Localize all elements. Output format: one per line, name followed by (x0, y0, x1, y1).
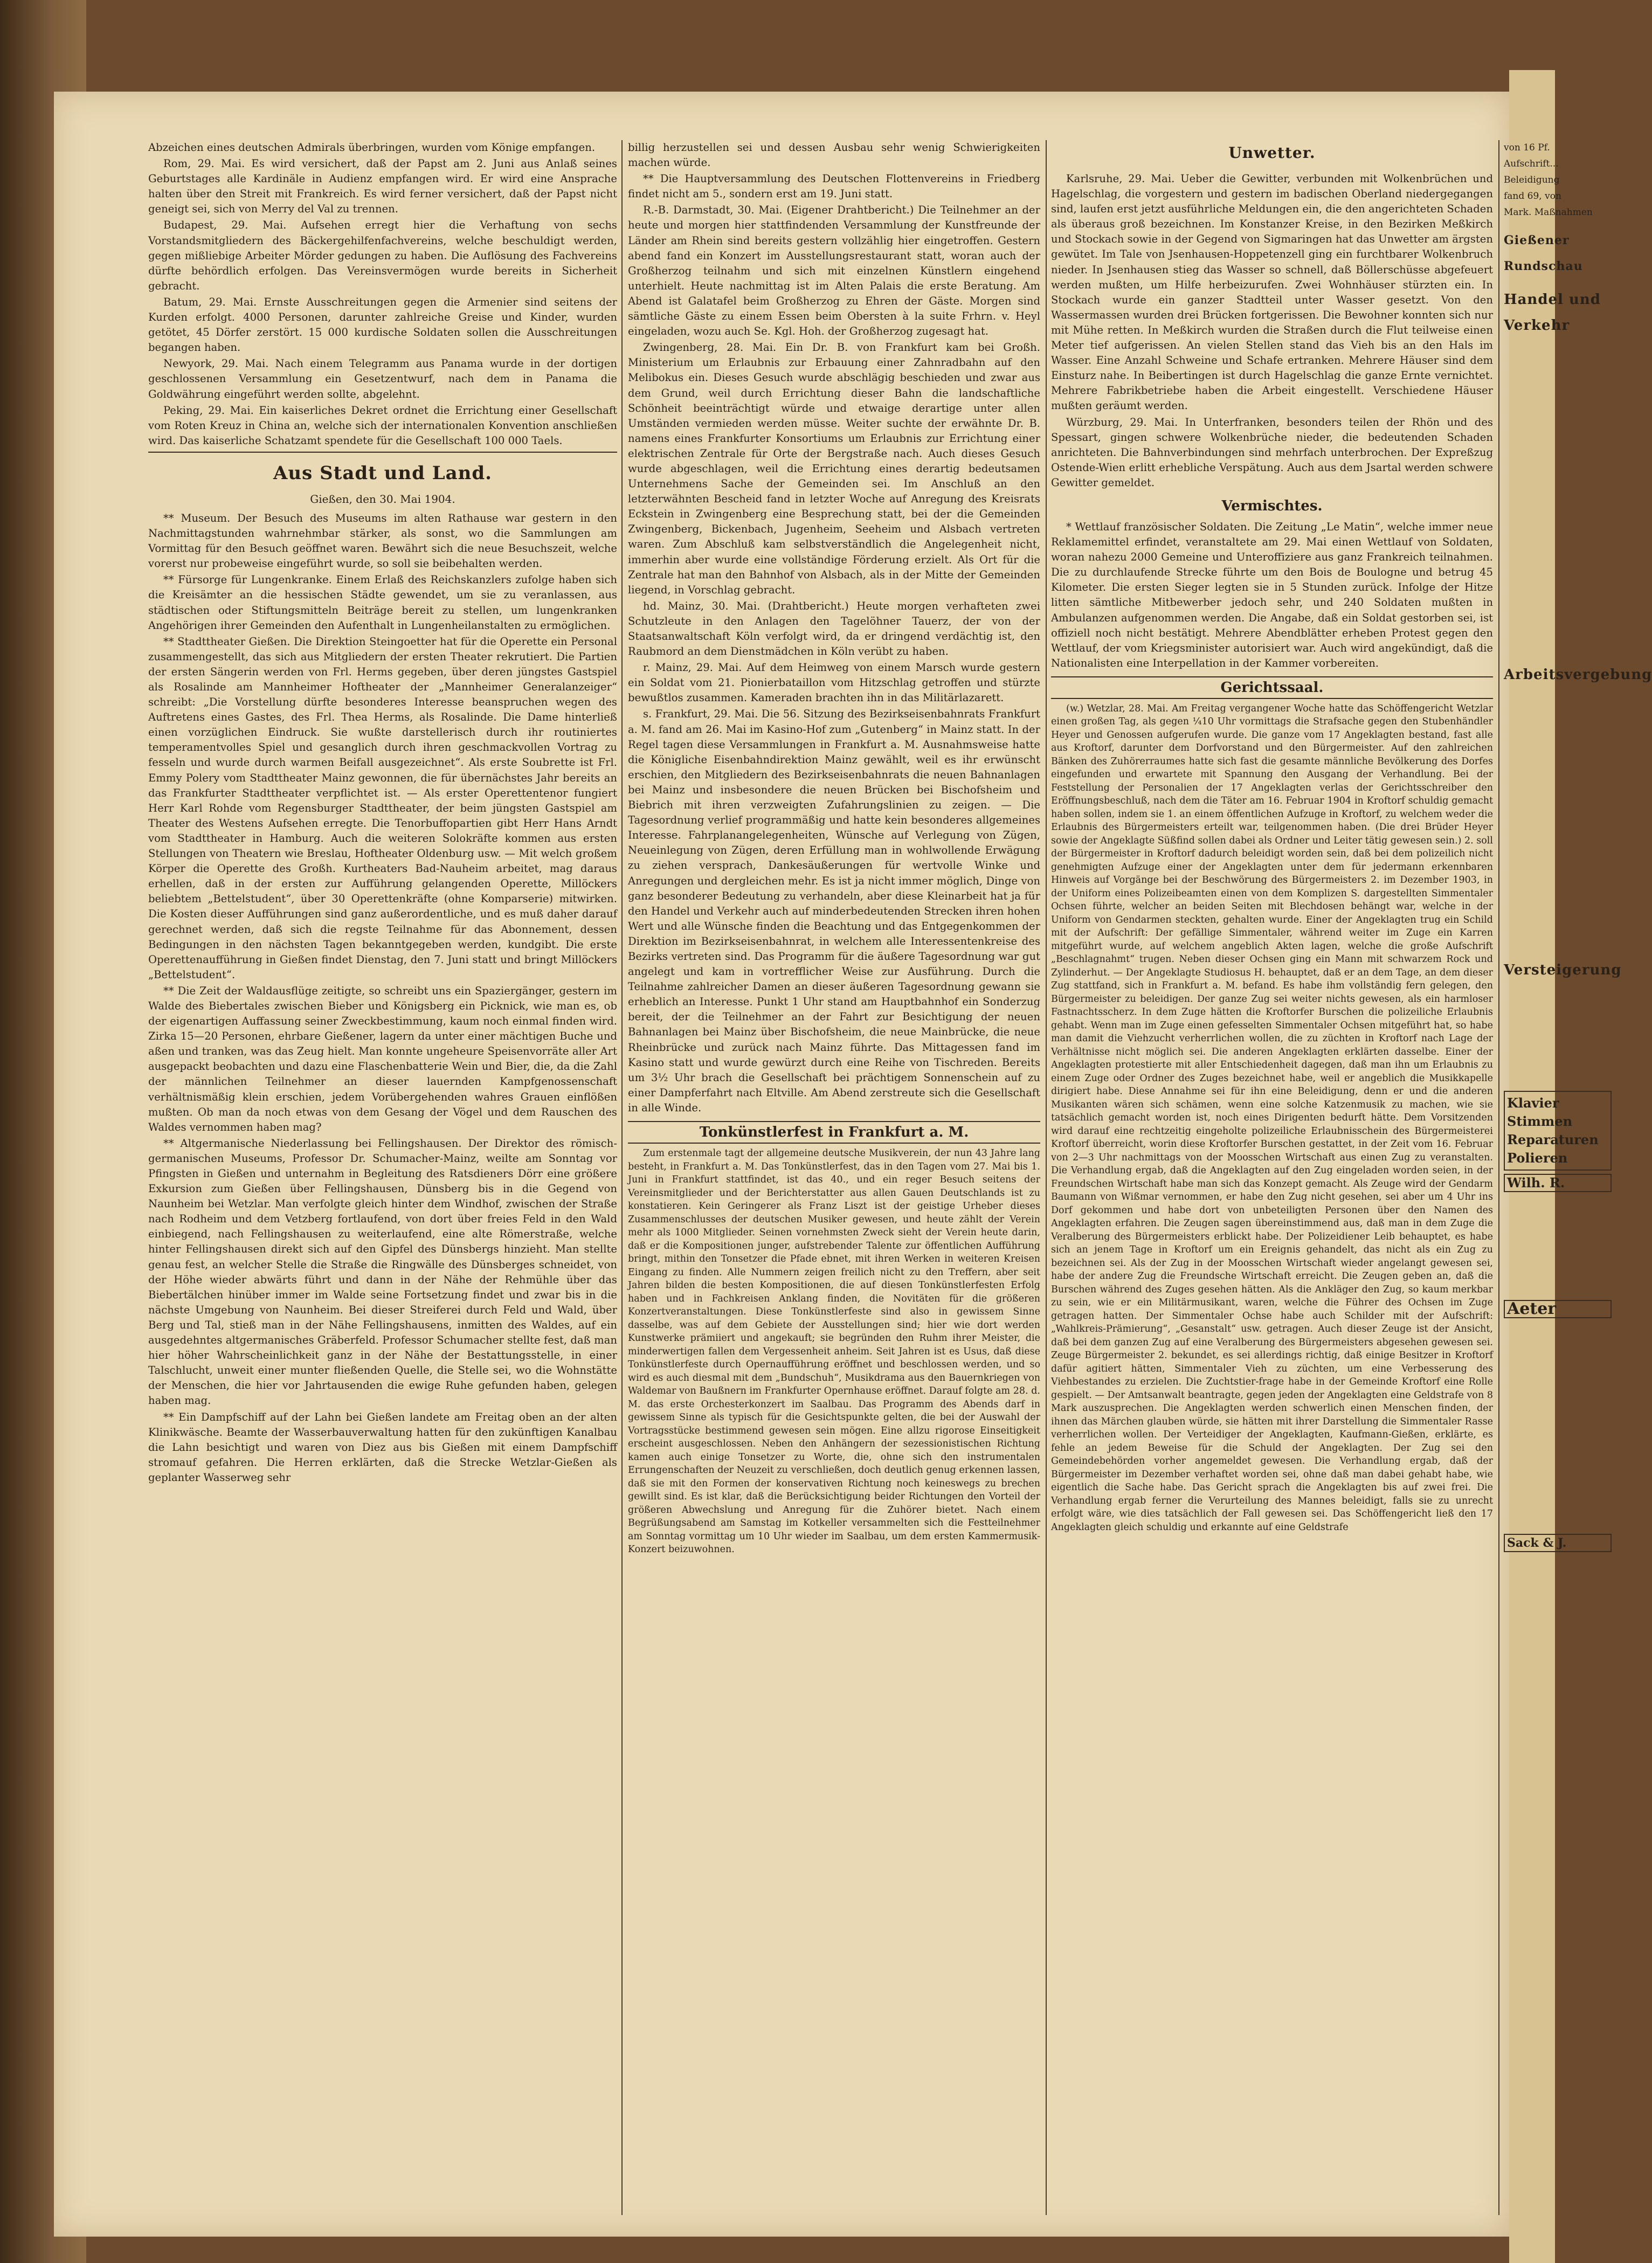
paragraph: * Wettlauf französischer Soldaten. Die Zeitung „Le Matin“, welche immer neue Reklamemittel erfindet, veranstaltete am 29. Mai einen Wettlauf von Soldaten, woran nahezu 2000 Gemeine und Unteroffiziere aus ganz Frankreich teilnahmen. Die zu durchlaufende Strecke führte um den Bois de Boulogne und betrug 45 Kilometer. Die ersten Sieger legten sie in 5 Stunden zurück. Infolge der Hitze litten sämtliche Mitbewerber jedoch sehr, und 240 Soldaten mußten in Ambulanzen aufgenommen werden. Die Angabe, daß ein Soldat gestorben sei, ist offiziell noch nicht bestätigt. Mehrere Abendblätter erheben Protest gegen den Wettlauf, der vom Kriegsminister autorisiert war. Auch wird angekündigt, daß die Nationalisten eine Interpellation in der Kammer vorbereiten. (1051, 520, 1493, 669)
paragraph: Newyork, 29. Mai. Nach einem Telegramm aus Panama wurde in der dortigen geschlossenen Versammlung ein Gesetzentwurf, nach dem in Panama die Goldwährung eingeführt werden sollte, abgelehnt. (148, 357, 617, 400)
advertisement: Aeter (1504, 1300, 1612, 1318)
text-line: Aufschrift... (1504, 158, 1559, 170)
paragraph: Peking, 29. Mai. Ein kaiserliches Dekret ordnet die Errichtung einer Gesellschaft vom Roten Kreuz in China an, welche sich der internationalen Konvention anschließen wird. Das kaiserliche Schatzamt spendete für die Gesellschaft 100 000 Taels. (148, 404, 617, 447)
column-1 (148, 140, 617, 2215)
paragraph: r. Mainz, 29. Mai. Auf dem Heimweg von einem Marsch wurde gestern ein Soldat vom 21. Pionierbataillon vom Hitzschlag getroffen und stürzte bewußtlos zusammen. Kameraden brachten ihn in das Militärlazarett. (628, 661, 1040, 704)
section-heading: Gerichtssaal. (1051, 676, 1493, 699)
paragraph: billig herzustellen sei und dessen Ausbau sehr wenig Schwierigkeiten machen würde. (628, 141, 1040, 169)
advertisement: Klavier Stimmen Reparaturen Polieren (1504, 1091, 1612, 1171)
paragraph: Würzburg, 29. Mai. In Unterfranken, besonders teilen der Rhön und des Spessart, gingen schwere Wolkenbrüche nieder, die bedeutenden Schaden anrichteten. Die Bahnverbindungen sind mehrfach unterbrochen. Der Expreßzug Ostende-Wien erlitt erhebliche Verspätung. Auch aus dem Jsartal werden schwere Gewitter gemeldet. (1051, 416, 1493, 489)
paragraph: ** Die Zeit der Waldausflüge zeitigte, so schreibt uns ein Spaziergänger, gestern im Walde des Biebertales zwischen Bieber und Königsberg ein Picknick, wie man es, ob der eigenartigen Auffassung seiner Zweckbestimmung, kaum noch einmal finden wird. Zirka 15—20 Personen, ehrbare Gießener, lagern da unter einer mächtigen Buche und aßen und tranken, was das Zeug hielt. Man konnte ungeheure Speisenvorräte aller Art ausgepackt beobachten und dazu eine Flaschenbatterie Wein und Bier, die, da die Zahl der männlichen Teilnehmer an dieser lauernden Kampfgenossenschaft verhältnismäßig klein erschien, jedem Vorübergehenden wahres Grauen einflößen mußten. Ob man da noch etwas von dem Gesang der Vögel und dem Rauschen des Waldes vernommen haben mag? (148, 984, 617, 1133)
text-line: von 16 Pf. (1504, 142, 1550, 153)
paragraph: ** Museum. Der Besuch des Museums im alten Rathause war gestern in den Nachmittagstunden wahrnehmbar stärker, als sonst, wo die Sammlungen am Vormittag für den Besuch geöffnet waren. Bewährt sich die neue Besuchszeit, welche vorerst nur probeweise eingeführt wurde, so soll sie beibehalten werden. (148, 511, 617, 570)
paragraph: Zum erstenmale tagt der allgemeine deutsche Musikverein, der nun 43 Jahre lang besteht, in Frankfurt a. M. Das Tonkünstlerfest, das in den Tagen vom 27. Mai bis 1. Juni in Frankfurt stattfindet, ist das 40., und ein reger Besuch seitens der Vereinsmitglieder und der Berichterstatter aus allen Gauen Deutschlands ist zu konstatieren. Kein Geringerer als Franz Liszt ist der geistige Urheber dieses Zusammenschlusses der deutschen Musiker gewesen, und heute zählt der Verein mehr als 1000 Mitglieder. Seinen vornehmsten Zweck sieht der Verein heute darin, daß er die Kompositionen junger, aufstrebender Talente zur öffentlichen Aufführung bringt, mithin den Tonsetzer die Pfade ebnet, mit ihren Werken in weiteren Kreisen Eingang zu finden. Alle Nummern zeigen freilich nicht zu den Treffern, aber seit Jahren bilden die besten Kompositionen, die auf diesen Tonkünstlerfesten Erfolg haben und in Fachkreisen Anklang finden, die Novitäten für die größeren Konzertveranstaltungen. Diese Tonkünstlerfeste sind also in gewissem Sinne dasselbe, was auf dem Gebiete der Ausstellungen sind; hier wie dort werden Kunstwerke prämiiert und angekauft; sie begründen den Ruhm ihrer Meister, die minderwertigen fallen dem Vergessenheit anheim. Seit Jahren ist es Usus, daß diese Tonkünstlerfeste durch Opernaufführung eröffnet und beschlossen werden, und so wird es auch diesmal mit dem „Bundschuh“, Musikdrama aus den Bauernkriegen von Waldemar von Baußnern im Frankfurter Opernhause eröffnet. Darauf folgte am 28. d. M. das erste Orchesterkonzert im Saalbau. Das Programm des Abends darf in gewissem Sinne als typisch für die Gesichtspunkte gelten, die bei der Auswahl der Vortragsstücke bestimmend gewesen sein mögen. Eine allzu rigorose Einseitigkeit erscheint ausgeschlossen. Neben den Anhängern der sezessionistischen Richtung kamen auch einige Tonsetzer zu Worte, die, ohne sich den instrumentalen Errungenschaften der Neuzeit zu verschließen, doch deutlich genug erkennen lassen, daß sie mit den Formen der konservativen Richtung noch keineswegs zu brechen gewillt sind. Es ist klar, daß die Berücksichtigung beider Richtungen den Vorteil der größeren Abwechslung und Anregung für die Zuhörer bietet. Nach einem Begrüßungsabend am Samstag im Kotkeller versammelten sich die Festteilnehmer am Sonntag vormittag um 10 Uhr wieder im Saalbau, um dem ersten Kammermusik-Konzert beizuwohnen. (628, 1148, 1040, 1555)
paragraph: Rom, 29. Mai. Es wird versichert, daß der Papst am 2. Juni aus Anlaß seines Geburtstages alle Kardinäle in Audienz empfangen wird. Er wird eine Ansprache halten über den Streit mit Frankreich. Es wird ferner versichert, daß der Papst nicht geneigt sei, sich von Merry del Val zu trennen. (148, 157, 617, 216)
paragraph: (w.) Wetzlar, 28. Mai. Am Freitag vergangener Woche hatte das Schöffengericht Wetzlar einen großen Tag, als gegen ¼10 Uhr vormittags die Strafsache gegen den Stubenhändler Heyer und Genossen aufgerufen wurde. Die ganze vom 17 Angeklagten bestand, fast alle aus Kroftorf, darunter dem Dorfvorstand und den Bürgermeister. Auf den zahlreichen Bänken des Zuhörerraumes hatte sich fast die gesamte männliche Bevölkerung des Dorfes eingefunden und erwartete mit Spannung den Ausgang der Verhandlung. Bei der Feststellung der Personalien der 17 Angeklagten verlas der Gerichtsschreiber den Eröffnungsbeschluß, nach dem die Täter am 16. Februar 1904 in Kroftorf schuldig gemacht haben sollen, indem sie 1. an einem öffentlichen Aufzuge in Kroftorf, zu welchem weder die Erlaubnis des Bürgermeisters erteilt war, teilgenommen haben. (Die drei Brüder Heyer sowie der Angeklagte Süßfind sollen dabei als Ordner und Leiter tätig gewesen sein.) 2. soll der Bürgermeister in Kroftorf dadurch beleidigt worden sein, daß bei dem polizeilich nicht genehmigten Aufzuge einer der Angeklagten unter dem für jedermann erkennbaren Hinweis auf Vorgänge bei der Beschwörung des Bürgermeisters 2. im Dezember 1903, in der Uniform eines Polizeibeamten einen von dem Komplizen S. dargestellten Simmentaler Ochsen führte, welcher an beiden Seiten mit Blechdosen behängt war, welche in der Uniform von Gendarmen steckten, gehalten wurde. Einer der Angeklagten trug ein Schild mit der Aufschrift: Der gefällige Simmentaler, während weiter im Zuge ein Karren mitgeführt wurde, auf welchem angeblich Akten lagen, welche die große Aufschrift „Beschlagnahmt“ trugen. Neben dieser Ochsen ging ein Mann mit schwarzem Rock und Zylinderhut. — Der Angeklagte Studiosus H. behauptet, daß er an dem Tage, an dem dieser Zug stattfand, sich in Frankfurt a. M. befand. Es habe ihm vollständig fern gelegen, den Bürgermeister zu beleidigen. Der ganze Zug sei weiter nichts gewesen, als ein harmloser Fastnachtsscherz. In dem Zuge hätten die Kroftorfer Burschen die polizeiliche Erlaubnis gehabt. Wenn man im Zuge einen gefesselten Simmentaler Ochsen mitgeführt hat, so habe man damit die Viehzucht verherrlichen wollen, die zu züchten in Kroftorf nach Lage der Verhältnisse nicht möglich sei. Die anderen Angeklagten erklärten dasselbe. Einer der Angeklagten protestierte mit aller Entschiedenheit dagegen, daß man ihn um Erlaubnis zu einem Zuge oder Ordner des Zuges bezeichnet habe, weil er angeblich die Musikkapelle dirigiert habe. Diese Annahme sei für ihn eine Beleidigung, denn er und die anderen Musikanten wären sich schämen, wenn eine solche Katzenmusik zu machen, wie sie tatsächlich gemacht worden ist, noch eines Dirigenten bedurft hätte. Dem Vorsitzenden wird darauf eine rechtzeitig eingeholte polizeiliche Erlaubnisschein des Bürgermeisterei Kroftorf überreicht, worin diese Kroftorfer Burschen gestattet, in der Zeit vom 16. Februar von 2—3 Uhr nachmittags von der Moosschen Wirtschaft aus einen Zug zu veranstalten. Die Verhandlung ergab, daß die Angeklagten auf den Zug eingeladen worden seien, in der Freundschen Wirtschaft habe man sich das Konzept gemacht. Als Zeuge wird der Gendarm Baumann von Wißmar vernommen, er habe den Zug nicht gesehen, sei aber um 4 Uhr ins Dorf gekommen und habe dort von unbeteiligten Personen über den Namen des Angeklagten erfahren. Die Zeugen sagen übereinstimmend aus, daß man in dem Zuge die Veralberung des Bürgermeisters erblickt habe. Der Polizeidiener Leib behauptet, es habe sich an jenem Tage in Kroftorf um ein Ereignis gehandelt, das nicht als ein Zug zu bezeichnen sei. Als der Zug in der Moosschen Wirtschaft wieder angelangt gewesen sei, habe der andere Zug die Freundsche Wirtschaft erreicht. Die Zeugen geben an, daß die Burschen während des Zuges gesehen hätten. Als die Ankläger den Zug, so kaum merkbar zu sein, wie er ein Militärmusikant, waren, welche die Führer des Ochsen im Zuge getragen hatten. Der Simmentaler Ochse habe auch Schilder mit der Aufschrift: „Wahlkreis-Prämierung“, „Gesanstalt“ usw. getragen. Auch dieser Zeuge ist der Ansicht, daß bei dem ganzen Zug auf eine Veralberung des Bürgermeisters abgesehen gewesen sei. Zeuge Bürgermeister 2. bekundet, es sei allerdings richtig, daß einige Besitzer in Kroftorf dafür agitiert hätten, Simmentaler Vieh zu züchten, um eine Verbesserung des Viehbestandes zu erzielen. Die Zuchtstier-frage habe in der Gemeinde Kroftorf eine Rolle gespielt. — Der Amtsanwalt beantragte, gegen jeden der Angeklagten eine Geldstrafe von 8 Mark auszusprechen. Die Angeklagten werden schwerlich einen Menschen finden, der ihnen das Märchen glauben würde, sie hätten mit ihrer Darstellung die Simmentaler Rasse verherrlichen wollen. Der Verteidiger der Angeklagten, Kaufmann-Gießen, erklärte, es fehle an jedem Beweise für die Schuld der Angeklagten. Der Zug sei den Gemeindebehörden vorher angemeldet gewesen. Die Verhandlung ergab, daß der Bürgermeister im Dezember verhaftet worden sei, ohne daß man dabei gehabt habe, wie eigentlich die Sache habe. Das Gericht sprach die Angeklagten bis auf zwei frei. Die Verhandlung ergab ferner die Verurteilung des Mannes beleidigt, falls sie zu unrecht erfolgt wäre, wie dies tatsächlich der Fall gewesen sei. Das Schöffengericht ließ den 17 Angeklagten gleich schuldig und erkannte auf eine Geldstrafe (1051, 703, 1493, 1533)
column-rule (1498, 140, 1499, 2215)
paragraph: hd. Mainz, 30. Mai. (Drahtbericht.) Heute morgen verhafteten zwei Schutzleute in den Anlagen den Tagelöhner Tauerz, der von der Staatsanwaltschaft Köln verfolgt wird, da er dringend verdächtig ist, den Raubmord an dem Dienstmädchen in Köln verübt zu haben. (628, 599, 1040, 658)
text-line: fand 69, von (1504, 191, 1561, 202)
text-line: Mark. Maßnahmen (1504, 207, 1593, 218)
section-heading: Handel und Verkehr (1504, 292, 1601, 334)
advertisement: Wilh. R. (1504, 1174, 1612, 1192)
section-heading: Aus Stadt und Land. (273, 462, 492, 484)
paragraph: ** Die Hauptversammlung des Deutschen Flottenvereins in Friedberg findet nicht am 5., sondern erst am 19. Juni statt. (628, 172, 1040, 200)
column-4-cropped (1504, 140, 1652, 2215)
section-heading: Tonkünstlerfest in Frankfurt a. M. (628, 1121, 1040, 1144)
paragraph: ** Altgermanische Niederlassung bei Fellingshausen. Der Direktor des römisch-germanischen Museums, Professor Dr. Schumacher-Mainz, weilte am Sonntag vor Pfingsten in Gießen und unternahm in Begleitung des Ratsdieners Dörr eine größere Exkursion zum Gießen über Fellingshausen, Dünsberg bis in die Gegend von Naunheim bei Wetzlar. Man verfolgte gleich hinter dem Windhof, zwischen der Straße nach Rodheim und dem Vetzberg fortlaufend, von dort über freies Feld in den Wald einbiegend, nach Fellingshausen zu weiterlaufend, eine alte Römerstraße, welche hinter Fellingshausen direkt sich auf den Gipfel des Dünsbergs hinzieht. Man stellte genau fest, an welcher Stelle die Straße die Ringwälle des Dünsberges schneidet, von der Höhe wieder abwärts führt und dann in der Nähe der Rehmühle über das Biebertälchen hinüber immer im Walde seine Fortsetzung findet und zwar bis in die nächste Umgebung von Naunheim. Bei dieser Streiferei durch Feld und Wald, über Berg und Tal, stieß man in der Nähe Fellingshausens, inmitten des Waldes, auf ein ausgedehntes altgermanisches Gräberfeld. Professor Schumacher stellte fest, daß man hier höher Wahrscheinlichkeit ganz in der Nähe der Bestattungsstelle, in einer Talschlucht, unweit einer munter fließenden Quelle, die Stelle sei, wo die Wohnstätte der Menschen, die hier vor Jahrtausenden die ewige Ruhe gefunden haben, gelegen haben mag. (148, 1137, 617, 1407)
paragraph: Karlsruhe, 29. Mai. Ueber die Gewitter, verbunden mit Wolkenbrüchen und Hagelschlag, die vorgestern und gestern im badischen Oberland niedergegangen sind, laufen erst jetzt ausführliche Meldungen ein, die den angerichteten Schaden als überaus groß bezeichnen. Im Konstanzer Kreise, in den Bezirken Meßkirch und Stockach sowie in der Gegend von Sigmaringen hat das Unwetter am ärgsten gewütet. Im Tale von Jsenhausen-Hoppetenzell ging ein furchtbarer Wolkenbruch nieder. In Jsenhausen stieg das Wasser so schnell, daß Böllerschüsse abgefeuert werden mußten, um Hilfe herbeizurufen. Zwei Wohnhäuser stürzten ein. In Stockach wurde ein ganzer Stadtteil unter Wasser gesetzt. Von den Wassermassen wurden drei Brücken fortgerissen. Die Bewohner konnten sich nur mit Mühe retten. In Meßkirch wurden die Straßen durch die Flut teilweise einen Meter tief aufgerissen. An vielen Stellen stand das Vieh bis an den Hals im Wasser. Eine Anzahl Schweine und Schafe ertranken. Mehrere Häuser sind dem Einsturz nahe. In Beibertingen ist durch Hagelschlag die ganze Ernte vernichtet. Mehrere Fabrikbetriebe haben die Arbeit eingestellt. Verschiedene Häuser mußten geräumt werden. (1051, 172, 1493, 412)
section-heading: Arbeitsvergebung (1504, 667, 1652, 683)
column-3 (1051, 140, 1493, 2215)
paragraph: Budapest, 29. Mai. Aufsehen erregt hier die Verhaftung von sechs Vorstandsmitgliedern des Bäckergehilfenfachvereins, welche beschuldigt werden, gegen mißliebige Arbeiter Mörder gedungen zu haben. Die Auflösung des Fachvereins dürfte behördlich erfolgen. Das Vereinsvermögen wurde bereits in Sicherheit gebracht. (148, 219, 617, 292)
advertisement: Sack & J. (1504, 1534, 1612, 1552)
divider (148, 452, 617, 453)
section-heading: Versteigerung (1504, 962, 1622, 979)
paragraph: Abzeichen eines deutschen Admirals überbringen, wurden vom Könige empfangen. (148, 141, 596, 154)
column-rule (1046, 140, 1047, 2215)
paragraph: Batum, 29. Mai. Ernste Ausschreitungen gegen die Armenier sind seitens der Kurden erfolgt. 4000 Personen, darunter zahlreiche Greise und Kinder, wurden getötet, 45 Dörfer zerstört. 15 000 kurdische Soldaten sollen die Ausschreitungen begangen haben. (148, 295, 617, 354)
paragraph: ** Fürsorge für Lungenkranke. Einem Erlaß des Reichskanzlers zufolge haben sich die Kreisämter an die hessischen Städte gewendet, um sie zu veranlassen, aus städtischen oder Stiftungsmitteln Beiträge bereit zu stellen, um lungenkranken Angehörigen ihrer Gemeinden den Aufenthalt in Lungenheilanstalten zu ermöglichen. (148, 573, 617, 632)
paragraph: ** Stadttheater Gießen. Die Direktion Steingoetter hat für die Operette ein Personal zusammengestellt, das sich aus Mitgliedern der ersten Theater rekrutiert. Die Partien der ersten Sängerin werden von Frl. Herms gegeben, über deren jüngstes Gastspiel als Rosalinde am Mannheimer Hoftheater der „Mannheimer Generalanzeiger“ schreibt: „Die Vorstellung dürfte besonderes Interesse beanspruchen wegen des Auftretens eines Gastes, des Frl. Thea Herms, als Rosalinde. Die Dame hinterließ einen vorzüglichen Eindruck. Sie wußte darstellerisch durch ihr routiniertes temperamentvolles Spiel und gesanglich durch ihren geschmackvollen Vortrag zu fesseln und wurde durch warmen Beifall ausgezeichnet“. Als erste Soubrette ist Frl. Emmy Polery vom Stadttheater Mainz gewonnen, die für übernächstes Jahr bereits an das Frankfurter Stadttheater verpflichtet ist. — Als erster Operettentenor fungiert Herr Karl Rohde vom Regensburger Stadttheater, der beim jüngsten Gastspiel am Theater des Westens Aufsehen erregte. Die Tenorbuffopartien gibt Herr Hans Arndt vom Stadttheater in Hamburg. Auch die weiteren Solokräfte kommen aus ersten Stellungen von Theatern wie Breslau, Hoftheater Oldenburg usw. — Mit welch großem Körper die Operette des Großh. Kurtheaters Bad-Nauheim arbeitet, mag daraus erhellen, daß in der ersten zur Aufführung gelangenden Operette, Millöckers beliebtem „Bettelstudent“, über 30 Operettenkräfte (ohne Komparserie) mitwirken. Die Kosten dieser Aufführungen sind ganz außerordentliche, und es muß daher darauf gerechnet werden, daß sich die regste Teilnahme für das Abonnement, dessen Bedingungen in den nächsten Tagen bekanntgegeben werden, kundgibt. Die erste Operettenaufführung in Gießen findet Dienstag, den 7. Juni statt und bringt Millöckers „Bettelstudent“. (148, 635, 617, 981)
column-rule (621, 140, 623, 2215)
text-line: Beleidigung (1504, 175, 1560, 186)
paragraph: s. Frankfurt, 29. Mai. Die 56. Sitzung des Bezirkseisenbahnrats Frankfurt a. M. fand am 26. Mai im Kasino-Hof zum „Gutenberg“ in Mainz statt. In der Regel tagen diese Versammlungen in Frankfurt a. M. Ausnahmsweise hatte die Königliche Eisenbahndirektion Mainz gewählt, weil es ihr erwünscht erschien, den Mitgliedern des Bezirkseisenbahnrats die neuen Bahnanlagen bei Mainz und insbesondere die neuen Brücken bei Bischofsheim und Biebrich mit ihren verzweigten Zufahrungslinien zu zeigen. — Die Tagesordnung verlief programmäßig und hatte kein besonderes allgemeines Interesse. Fahrplanangelegenheiten, Wünsche auf Verlegung von Zügen, Neueinlegung von Zügen, deren Erfüllung man in wohlwollende Erwägung zu ziehen versprach, Dankesäußerungen für wertvolle Winke und Anregungen und dergleichen mehr. Es ist ja nicht immer möglich, Dinge von ganz besonderer Bedeutung zu verhandeln, aber diese Kleinarbeit hat ja für den Handel und Verkehr auch auf minderbedeutenden Strecken ihren hohen Wert und alle Wünsche finden die Beachtung und das Entgegenkommen der Direktion im Bezirkseisenbahnrat, in welchem alle Interessentenkreise des Bezirks vertreten sind. Das Programm für die äußere Tagesordnung war gut angelegt und kam in vortrefflicher Weise zur Ausführung. Durch die Teilnahme zahlreicher Damen an dieser äußeren Tagesordnung gewann sie erheblich an Interesse. Punkt 1 Uhr stand am Hauptbahnhof ein Sonderzug bereit, der die Teilnehmer an der Fahrt zur Besichtigung der neuen Bahnanlagen bei Mainz über Bischofsheim, die neue Mainbrücke, die neue Rheinbrücke und zurück nach Mainz führte. Das Mittagessen fand im Kasino statt und wurde gewürzt durch eine Reihe von Tischreden. Bereits um 3½ Uhr brach die Gesellschaft bei prächtigem Sonnenschein auf zu einer Dampferfahrt nach Eltville. Am Abend zerstreute sich die Gesellschaft in alle Winde. (628, 708, 1040, 1114)
newspaper-page (54, 92, 1652, 2237)
paragraph: Zwingenberg, 28. Mai. Ein Dr. B. von Frankfurt kam bei Großh. Ministerium um Erlaubnis zur Erbauung einer Zahnradbahn auf den Melibokus ein. Dieses Gesuch wurde abschlägig beschieden und zwar aus dem Grund, weil durch Errichtung dieser Bahn die landschaftliche Schönheit beeinträchtigt würde und etwaige derartige unter allen Umständen vermieden werden müsse. Weiter suchte der erwähnte Dr. B. namens eines Frankfurter Konsortiums um Erlaubnis zur Errichtung einer elektrischen Zentrale für Orte der Bergstraße nach. Auch dieses Gesuch wurde abgeschlagen, weil die Errichtung eines derartig bedeutsamen Unternehmens Sache der Gemeinden sei. Im Anschluß an den letzterwähnten Bescheid fand in letzter Woche auf Anregung des Kreisrats Eckstein in Zwingenberg eine Besprechung statt, bei der die Gemeinden Zwingenberg, Bickenbach, Jugenheim, Seeheim und Alsbach vertreten waren. Zum Abschluß kam selbstverständlich die Angelegenheit nicht, immerhin aber wurde eine vollständige Förderung erzielt. Als Ort für die Zentrale hat man den Bahnhof von Alsbach, als in der Mitte der Gemeinden liegend, in Vorschlag gebracht. (628, 341, 1040, 596)
paragraph: R.-B. Darmstadt, 30. Mai. (Eigener Drahtbericht.) Die Teilnehmer an der heute und morgen hier stattfindenden Versammlung der Kunstfreunde der Länder am Rhein sind bereits gestern vollzählig hier eingetroffen. Gestern abend fand ein Konzert im Ausstellungsrestaurant statt, woran auch der Großherzog teilnahm und sich mit einzelnen Künstlern eingehend unterhielt. Heute nachmittag ist im Alten Palais die erste Beratung. Am Abend ist Galatafel beim Großherzog zu Ehren der Gäste. Morgen sind sämtliche Gäste zu einem Essen beim Obersten à la suite Frhrn. v. Heyl eingeladen, wozu auch Se. Kgl. Hoh. der Großherzog zugesagt hat. (628, 204, 1040, 338)
column-2 (628, 140, 1040, 2215)
paragraph: ** Ein Dampfschiff auf der Lahn bei Gießen landete am Freitag oben an der alten Klinikwäsche. Beamte der Wasserbauverwaltung hatten für den zukünftigen Kanalbau die Lahn besichtigt und waren von Diez aus bis Gießen mit einem Dampfschiff stromauf gefahren. Die Herren erklärten, daß die Strecke Wetzlar-Gießen als geplanter Wasserweg sehr (148, 1410, 617, 1484)
section-heading: Gießener Rundschau (1504, 233, 1583, 274)
section-heading: Vermischtes. (1221, 497, 1323, 514)
section-heading: Unwetter. (1228, 144, 1316, 162)
dateline: Gießen, den 30. Mai 1904. (310, 492, 455, 506)
